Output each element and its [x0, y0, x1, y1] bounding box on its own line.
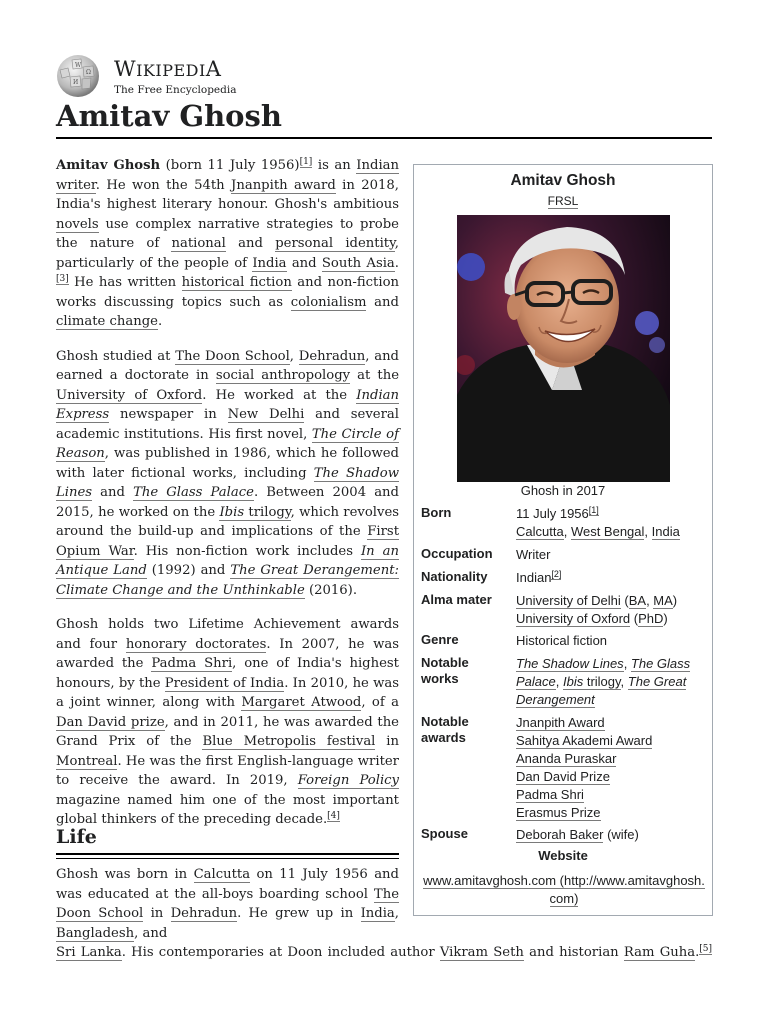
infobox-portrait-photo[interactable] — [457, 215, 670, 482]
spouse-label: Spouse — [421, 826, 468, 841]
section-divider — [56, 853, 399, 855]
subject-name: Amitav Ghosh — [56, 158, 161, 173]
nationality-label: Nationality — [421, 569, 488, 584]
link-life-india[interactable]: India — [360, 906, 395, 921]
website-label: Website — [538, 848, 588, 863]
link-award-ananda-puraskar[interactable]: Ananda Puraskar — [516, 751, 617, 766]
link-india[interactable]: India — [252, 255, 287, 271]
link-indian-writer[interactable]: Indian writer — [56, 158, 400, 193]
link-ma[interactable]: MA — [653, 593, 673, 608]
link-indian-express[interactable]: Indian Express — [56, 387, 400, 422]
ref-3[interactable]: [3] — [56, 273, 69, 284]
link-work-shadow-lines[interactable]: The Shadow Lines — [516, 656, 624, 671]
link-award-padma-shri[interactable]: Padma Shri — [516, 787, 584, 802]
link-honorary-doctorates[interactable]: honorary doctorates — [125, 636, 267, 652]
link-west-bengal[interactable]: West Bengal — [570, 524, 645, 539]
link-social-anthropology[interactable]: social anthropology — [215, 368, 351, 383]
link-sri-lanka[interactable]: Sri Lanka — [56, 945, 122, 960]
notable-awards-value — [516, 714, 708, 822]
born-label: Born — [421, 505, 452, 520]
link-climate-change[interactable]: climate change — [56, 314, 158, 329]
link-ibis-trilogy[interactable]: Ibis trilogy — [219, 504, 291, 520]
alma-mater-label: Alma mater — [421, 592, 492, 607]
link-dehradun[interactable]: Dehradun — [298, 348, 366, 364]
portrait-image — [457, 215, 670, 482]
link-doon-school[interactable]: The Doon School — [175, 348, 290, 364]
link-life-doon-school[interactable]: The Doon School — [56, 886, 399, 921]
lead-paragraph-2: Ghosh studied at The Doon School, Dehradun, and earned a doctorate in social anthropology at the University of Oxford. He worked at the Indian Express newspaper in New Delhi and several academic institutions. His first novel, The Circle of Reason, was published in 1986, which he followed with later fictional works, including The Shadow Lines and The Glass Palace. Between 2004 and 2015, he worked on the Ibis trilogy, which revolves around the build-up and implications of the First Opium War. His non-fiction work includes In an Antique Land (1992) and The Great Derangement: Climate Change and the Unthinkable (2016). — [56, 348, 400, 598]
wikipedia-wordmark[interactable] — [114, 58, 314, 97]
link-award-erasmus[interactable]: Erasmus Prize — [516, 805, 601, 820]
ref-nationality[interactable]: [2] — [551, 568, 562, 579]
infobox-caption: Ghosh in 2017 — [520, 483, 606, 498]
link-montreal[interactable]: Montreal — [56, 753, 118, 769]
link-blue-metropolis[interactable]: Blue Metropolis festival — [202, 734, 376, 749]
link-university-of-oxford[interactable]: University of Oxford — [56, 387, 203, 403]
link-circle-of-reason[interactable]: The Circle of Reason — [56, 426, 399, 461]
life-text-narrow: Ghosh was born in Calcutta on 11 July 1956 and was educated at the all-boys boarding school The Doon School in Dehradun. He grew up in India, Bangladesh, and — [56, 867, 399, 941]
ref-1[interactable]: [1] — [299, 156, 313, 167]
link-glass-palace[interactable]: The Glass Palace — [133, 485, 254, 500]
link-south-asia[interactable]: South Asia — [321, 255, 395, 271]
link-foreign-policy[interactable]: Foreign Policy — [297, 773, 399, 788]
link-work-glass-palace[interactable]: The Glass Palace — [516, 656, 691, 689]
link-life-dehradun[interactable]: Dehradun — [170, 906, 238, 921]
born-value: 11 July 1956[1] Calcutta, West Bengal, India — [516, 504, 680, 539]
link-award-dan-david[interactable]: Dan David Prize — [516, 769, 610, 784]
website-value — [422, 872, 706, 908]
link-frsl[interactable]: FRSL — [547, 194, 579, 208]
genre-value: Historical fiction — [516, 633, 608, 648]
spouse-value: Deborah Baker (wife) — [516, 827, 639, 842]
ref-born[interactable]: [1] — [588, 504, 599, 515]
link-colonialism[interactable]: colonialism — [290, 294, 367, 310]
ref-5[interactable]: [5] — [699, 943, 713, 954]
notable-works-value: The Shadow Lines, The Glass Palace, Ibis trilogy, The Great Derangement — [516, 656, 691, 707]
svg-text:Ω: Ω — [86, 69, 91, 76]
ref-4[interactable]: [4] — [327, 810, 340, 821]
svg-text:И: И — [73, 79, 79, 86]
link-dan-david-prize[interactable]: Dan David prize — [56, 714, 165, 730]
link-work-great-derangement[interactable]: The Great Derangement — [516, 674, 687, 707]
infobox-title: Amitav Ghosh — [510, 172, 616, 189]
link-great-derangement[interactable]: The Great Derangement: Climate Change and the Unthinkable — [56, 563, 399, 598]
link-bangladesh[interactable]: Bangladesh — [56, 925, 135, 941]
link-margaret-atwood[interactable]: Margaret Atwood — [241, 695, 362, 710]
link-national[interactable]: national — [171, 236, 226, 251]
link-shadow-lines[interactable]: The Shadow Lines — [56, 465, 399, 500]
link-historical-fiction[interactable]: historical fiction — [181, 275, 292, 290]
link-ram-guha[interactable]: Ram Guha — [623, 945, 696, 960]
link-born-calcutta[interactable]: Calcutta — [516, 524, 564, 539]
infobox — [413, 164, 713, 916]
link-padma-shri[interactable]: Padma Shri — [151, 656, 233, 671]
section-divider-thin — [56, 858, 399, 859]
occupation-value: Writer — [516, 547, 551, 562]
wikipedia-globe-logo[interactable] — [56, 54, 100, 98]
link-award-jnanpith[interactable]: Jnanpith Award — [516, 715, 605, 730]
occupation-label: Occupation — [421, 546, 493, 561]
link-infobox-oxford[interactable]: University of Oxford — [516, 611, 631, 626]
title-divider — [56, 137, 712, 139]
svg-text:W: W — [75, 62, 82, 69]
notable-awards-label: Notable awards — [421, 714, 469, 745]
wordmark-tagline: The Free Encyclopedia — [114, 84, 237, 96]
life-text-wide: Sri Lanka. His contemporaries at Doon included author Vikram Seth and historian Ram Guha.[5] — [56, 943, 713, 960]
link-award-sahitya-akademi[interactable]: Sahitya Akademi Award — [516, 733, 653, 748]
link-novels[interactable]: novels — [56, 216, 99, 232]
alma-mater-value: University of Delhi (BA, MA) University of Oxford (PhD) — [516, 593, 678, 626]
link-born-india[interactable]: India — [651, 524, 680, 539]
nationality-value: Indian[2] — [516, 568, 562, 585]
notable-works-label: Notable works — [421, 655, 469, 686]
link-new-delhi[interactable]: New Delhi — [227, 407, 305, 422]
link-antique-land[interactable]: In an Antique Land — [56, 543, 399, 578]
article-lead — [56, 156, 399, 845]
link-ba[interactable]: BA — [628, 593, 647, 608]
wordmark-name: WIKIPEDIA — [114, 57, 222, 81]
lead-paragraph-1: Amitav Ghosh (born 11 July 1956)[1] is an Indian writer. He won the 54th Jnanpith award in 2018, India's highest literary honour. Ghosh's ambitious novels use complex narrative strategies to probe the nature of national and personal identity, particularly of the people of India and South Asia.[3] He has written historical fiction and non-fiction works discussing topics such as colonialism and climate change. — [56, 156, 400, 329]
link-work-ibis-trilogy[interactable]: Ibis trilogy — [562, 674, 621, 689]
genre-label: Genre — [421, 632, 459, 647]
link-personal-identity[interactable]: personal identity — [275, 236, 395, 251]
link-first-opium-war[interactable]: First Opium War — [56, 524, 399, 559]
link-university-of-delhi[interactable]: University of Delhi — [516, 593, 621, 608]
page-title: Amitav Ghosh — [56, 99, 282, 133]
lead-paragraph-3: Ghosh holds two Lifetime Achievement awards and four honorary doctorates. In 2007, he was awarded the Padma Shri, one of India's highest honours, by the President of India. In 2010, he was a joint winner, along with Margaret Atwood, of a Dan David prize, and in 2011, he was awarded the Grand Prix of the Blue Metropolis festival in Montreal. He was the first English-language writer to receive the award. In 2019, Foreign Policy magazine named him one of the most important global thinkers of the preceding decade.[4] — [56, 617, 400, 827]
link-president-of-india[interactable]: President of India — [164, 675, 285, 691]
link-deborah-baker[interactable]: Deborah Baker — [516, 827, 604, 842]
link-vikram-seth[interactable]: Vikram Seth — [439, 945, 524, 960]
link-calcutta[interactable]: Calcutta — [193, 867, 251, 882]
link-website[interactable]: www.amitavghosh.com (http://www.amitavghosh.com) — [423, 873, 705, 906]
link-jnanpith-award[interactable]: Jnanpith award — [231, 177, 336, 193]
section-heading-life: Life — [56, 826, 97, 848]
link-phd[interactable]: PhD — [638, 611, 664, 626]
infobox-subtitle — [414, 194, 712, 208]
